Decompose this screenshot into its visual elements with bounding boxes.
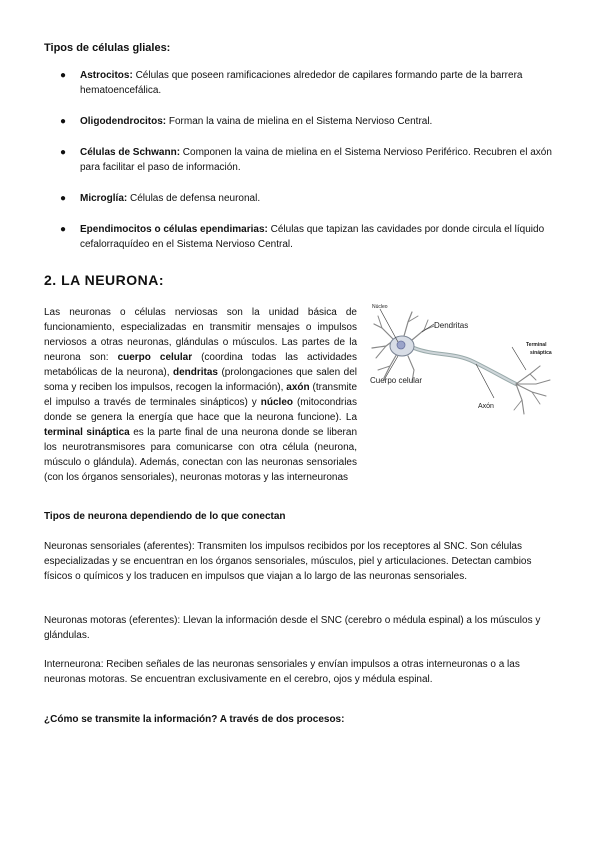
list-item bbox=[60, 114, 560, 129]
tipos-heading: Tipos de neurona dependiendo de lo que conectan bbox=[44, 511, 286, 522]
bullet-icon: ● bbox=[60, 116, 67, 127]
neurona-paragraph bbox=[44, 305, 357, 485]
sensoriales-paragraph: Neuronas sensoriales (aferentes): Transmiten los impulsos recibidos por los receptores al SNC. Son células especializadas y se encuentran en los órganos sensoriales, músculos, piel y articulaciones. Detectan cambios físicos o químicos y los traducen en impulsos que viajan a lo largo de las neuronas sensoriales. bbox=[44, 541, 532, 582]
label-terminal-1: Terminal bbox=[526, 342, 547, 348]
glial-term: Oligodendrocitos: bbox=[80, 116, 167, 127]
bullet-icon: ● bbox=[60, 147, 67, 158]
glial-desc: Células de defensa neuronal. bbox=[127, 193, 261, 204]
neurona-heading: 2. LA NEURONA: bbox=[44, 272, 165, 288]
glial-term: Microglía: bbox=[80, 193, 128, 204]
text-span: (coordina todas las actividades metabólicas de la neurona), bbox=[44, 352, 357, 378]
neuron-diagram bbox=[364, 300, 564, 425]
glial-desc: Componen la vaina de mielina en el Sistema Nervioso Periférico. Recubren el axón para facilitar el paso de información. bbox=[80, 147, 552, 173]
label-axon: Axón bbox=[478, 403, 494, 410]
list-item bbox=[60, 191, 560, 206]
label-dendritas: Dendritas bbox=[434, 321, 469, 330]
procesos-heading: ¿Cómo se transmite la información? A través de dos procesos: bbox=[44, 714, 345, 725]
list-item bbox=[60, 222, 560, 252]
text-span: (mitocondrias donde se genera la energía que hace que la neurona funcione). La bbox=[44, 397, 357, 423]
label-terminal-2: sináptica bbox=[530, 350, 552, 356]
list-item bbox=[60, 68, 560, 98]
bullet-icon: ● bbox=[60, 224, 67, 235]
text-span: (prolongaciones que salen del soma y reciben los impulsos, recogen la información), bbox=[44, 367, 357, 393]
term-cuerpo: cuerpo celular bbox=[117, 352, 193, 363]
term-terminal: terminal sináptica bbox=[44, 427, 130, 438]
text-span: es la parte final de una neurona donde se liberan los neurotransmisores para comunicarse con otra célula (neurona, músculo o glándula). Además, conectan con las neuronas sensoriales (con los órganos sensoriales), neuronas motoras y las interneuronas bbox=[44, 427, 357, 483]
glial-desc: Forman la vaina de mielina en el Sistema Nervioso Central. bbox=[166, 116, 433, 127]
text-span: Las neuronas o células nerviosas son la unidad básica de funcionamiento, especializadas en transmitir mensajes o impulsos nerviosos a otras neuronas, glándulas o músculos. Las partes de la neurona son: bbox=[44, 307, 357, 363]
glial-term: Ependimocitos o células ependimarias: bbox=[80, 224, 268, 235]
glial-heading: Tipos de células gliales: bbox=[44, 42, 171, 54]
bullet-icon: ● bbox=[60, 70, 67, 81]
glial-desc: Células que tapizan las cavidades por donde circula el líquido cefalorraquídeo en el Sistema Nervioso Central. bbox=[80, 224, 545, 250]
term-nucleo: núcleo bbox=[260, 397, 294, 408]
label-nucleo: Núcleo bbox=[372, 304, 388, 310]
glial-desc: Células que poseen ramificaciones alrededor de capilares formando parte de la barrera hematoencefálica. bbox=[80, 70, 523, 96]
glial-term: Células de Schwann: bbox=[80, 147, 181, 158]
glial-term: Astrocitos: bbox=[80, 70, 133, 81]
glial-list bbox=[60, 68, 560, 268]
interneurona-paragraph: Interneurona: Reciben señales de las neuronas sensoriales y envían impulsos a otras interneuronas o a las neuronas motoras. Se encuentran exclusivamente en el cerebro, ojos y médula espinal. bbox=[44, 659, 520, 685]
term-dendritas: dendritas bbox=[172, 367, 218, 378]
term-axon: axón bbox=[286, 382, 310, 393]
list-item bbox=[60, 145, 560, 175]
bullet-icon: ● bbox=[60, 193, 67, 204]
text-span: (transmite el impulso a través de terminales sinápticos) y bbox=[44, 382, 358, 408]
motoras-paragraph: Neuronas motoras (eferentes): Llevan la información desde el SNC (cerebro o médula espinal) a los músculos y glándulas. bbox=[44, 615, 541, 641]
label-cuerpo: Cuerpo celular bbox=[370, 376, 423, 385]
